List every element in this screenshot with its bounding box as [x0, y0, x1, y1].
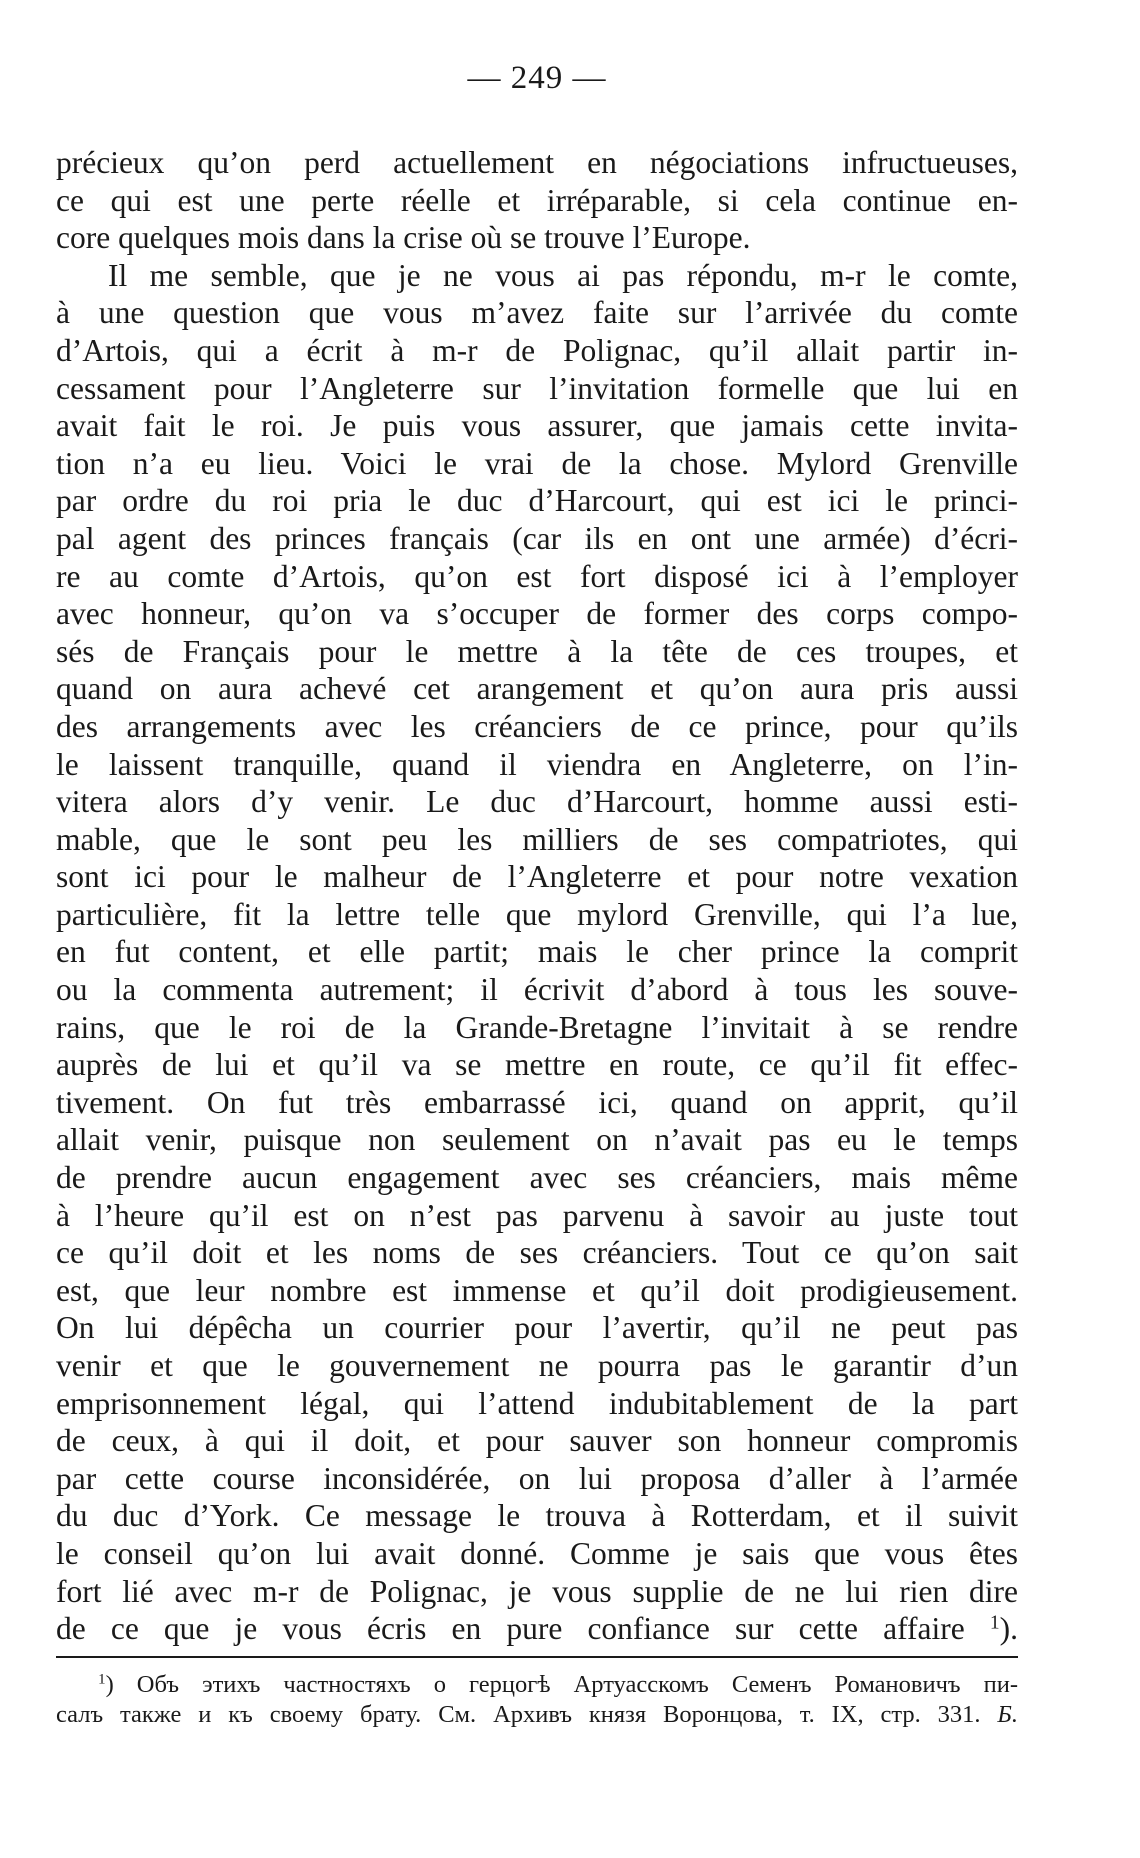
text-line: avec honneur, qu’on va s’occuper de former des corps compo-	[56, 596, 1018, 632]
footnote-divider	[56, 1656, 1018, 1658]
book-page	[56, 58, 1018, 1730]
text-line: à une question que vous m’avez faite sur l’arrivée du comte	[56, 295, 1018, 331]
final-line-closing: ).	[999, 1611, 1018, 1647]
text-line: core quelques mois dans la crise où se trouve l’Europe.	[56, 220, 751, 256]
text-line: re au comte d’Artois, qu’on est fort disposé ici à l’employer	[56, 558, 1018, 594]
text-line: est, que leur nombre est immense et qu’il doit prodigieusement.	[56, 1272, 1018, 1308]
text-line: rains, que le roi de la Grande-Bretagne l’invitait à se rendre	[56, 1009, 1018, 1045]
text-line: le laissent tranquille, quand il viendra en Angleterre, on l’in-	[56, 746, 1018, 782]
text-line: en fut content, et elle partit; mais le cher prince la comprit	[56, 934, 1018, 970]
footnote-signature: Б.	[980, 1700, 1018, 1728]
footnote-marker-close: )	[105, 1670, 114, 1698]
footnote-marker: 1	[98, 1670, 106, 1688]
footnote-line	[56, 1700, 1018, 1730]
text-line: du duc d’York. Ce message le trouva à Rotterdam, et il suivit	[56, 1498, 1018, 1534]
footnote	[56, 1670, 1018, 1730]
text-line: sés de Français pour le mettre à la tête de ces troupes, et	[56, 633, 1018, 669]
text-line: tion n’a eu lieu. Voici le vrai de la chose. Mylord Grenville	[56, 445, 1018, 481]
text-line: le conseil qu’on lui avait donné. Comme je sais que vous êtes	[56, 1535, 1018, 1571]
text-line: cessament pour l’Angleterre sur l’invitation formelle que lui en	[56, 370, 1018, 406]
text-line: par ordre du roi pria le duc d’Harcourt, qui est ici le princi-	[56, 483, 1018, 519]
text-line: précieux qu’on perd actuellement en négociations infructueuses,	[56, 145, 1018, 180]
text-line: de prendre aucun engagement avec ses créanciers, mais même	[56, 1160, 1018, 1196]
text-line-final	[56, 1610, 1018, 1648]
text-line: à l’heure qu’il est on n’est pas parvenu à savoir au juste tout	[56, 1197, 1018, 1233]
footnote-line	[56, 1670, 1018, 1700]
text-line: par cette course inconsidérée, on lui proposa d’aller à l’armée	[56, 1460, 1018, 1496]
text-line: tivement. On fut très embarrassé ici, quand on apprit, qu’il	[56, 1084, 1018, 1120]
main-text	[56, 144, 1018, 1648]
footnote-reference-marker: 1	[989, 1612, 1000, 1634]
text-line: quand on aura achevé cet arangement et qu’on aura pris aussi	[56, 671, 1018, 707]
text-line: ou la commenta autrement; il écrivit d’abord à tous les souve-	[56, 972, 1018, 1008]
footnote-text-line-1: Объ этихъ частностяхъ о герцогѣ Артуасскомъ Семенъ Романовичъ пи-	[113, 1670, 1018, 1698]
text-line: ce qui est une perte réelle et irréparable, si cela continue en-	[56, 182, 1018, 218]
text-line: mable, que le sont peu les milliers de ses compatriotes, qui	[56, 821, 1018, 857]
text-line: fort lié avec m-r de Polignac, je vous supplie de ne lui rien dire	[56, 1573, 1018, 1609]
paragraph-start-line: Il me semble, que je ne vous ai pas répondu, m-r le comte,	[108, 257, 1018, 293]
footnote-text-line-2: салъ также и къ своему брату. См. Архивъ князя Воронцова, т. IX, стр. 331.	[56, 1700, 981, 1728]
page-number: — 249 —	[467, 60, 607, 96]
text-line: ce qu’il doit et les noms de ses créanciers. Tout ce qu’on sait	[56, 1235, 1018, 1271]
text-line: avait fait le roi. Je puis vous assurer, que jamais cette invita-	[56, 408, 1018, 444]
text-line: allait venir, puisque non seulement on n’avait pas eu le temps	[56, 1122, 1018, 1158]
text-line: vitera alors d’y venir. Le duc d’Harcourt, homme aussi esti-	[56, 784, 1018, 820]
text-line: des arrangements avec les créanciers de ce prince, pour qu’ils	[56, 708, 1018, 744]
text-line: auprès de lui et qu’il va se mettre en route, ce qu’il fit effec-	[56, 1047, 1018, 1083]
text-line: sont ici pour le malheur de l’Angleterre et pour notre vexation	[56, 859, 1018, 895]
text-line: particulière, fit la lettre telle que mylord Grenville, qui l’a lue,	[56, 896, 1018, 932]
text-line: pal agent des princes français (car ils en ont une armée) d’écri-	[56, 520, 1018, 556]
text-line: emprisonnement légal, qui l’attend indubitablement de la part	[56, 1385, 1018, 1421]
text-line: venir et que le gouvernement ne pourra pas le garantir d’un	[56, 1348, 1018, 1383]
text-line: On lui dépêcha un courrier pour l’avertir, qu’il ne peut pas	[56, 1310, 1018, 1346]
text-line: de ceux, à qui il doit, et pour sauver son honneur compromis	[56, 1423, 1018, 1459]
text-line: d’Artois, qui a écrit à m-r de Polignac, qu’il allait partir in-	[56, 332, 1018, 368]
final-line-text: de ce que je vous écris en pure confiance sur cette affaire	[56, 1611, 965, 1647]
